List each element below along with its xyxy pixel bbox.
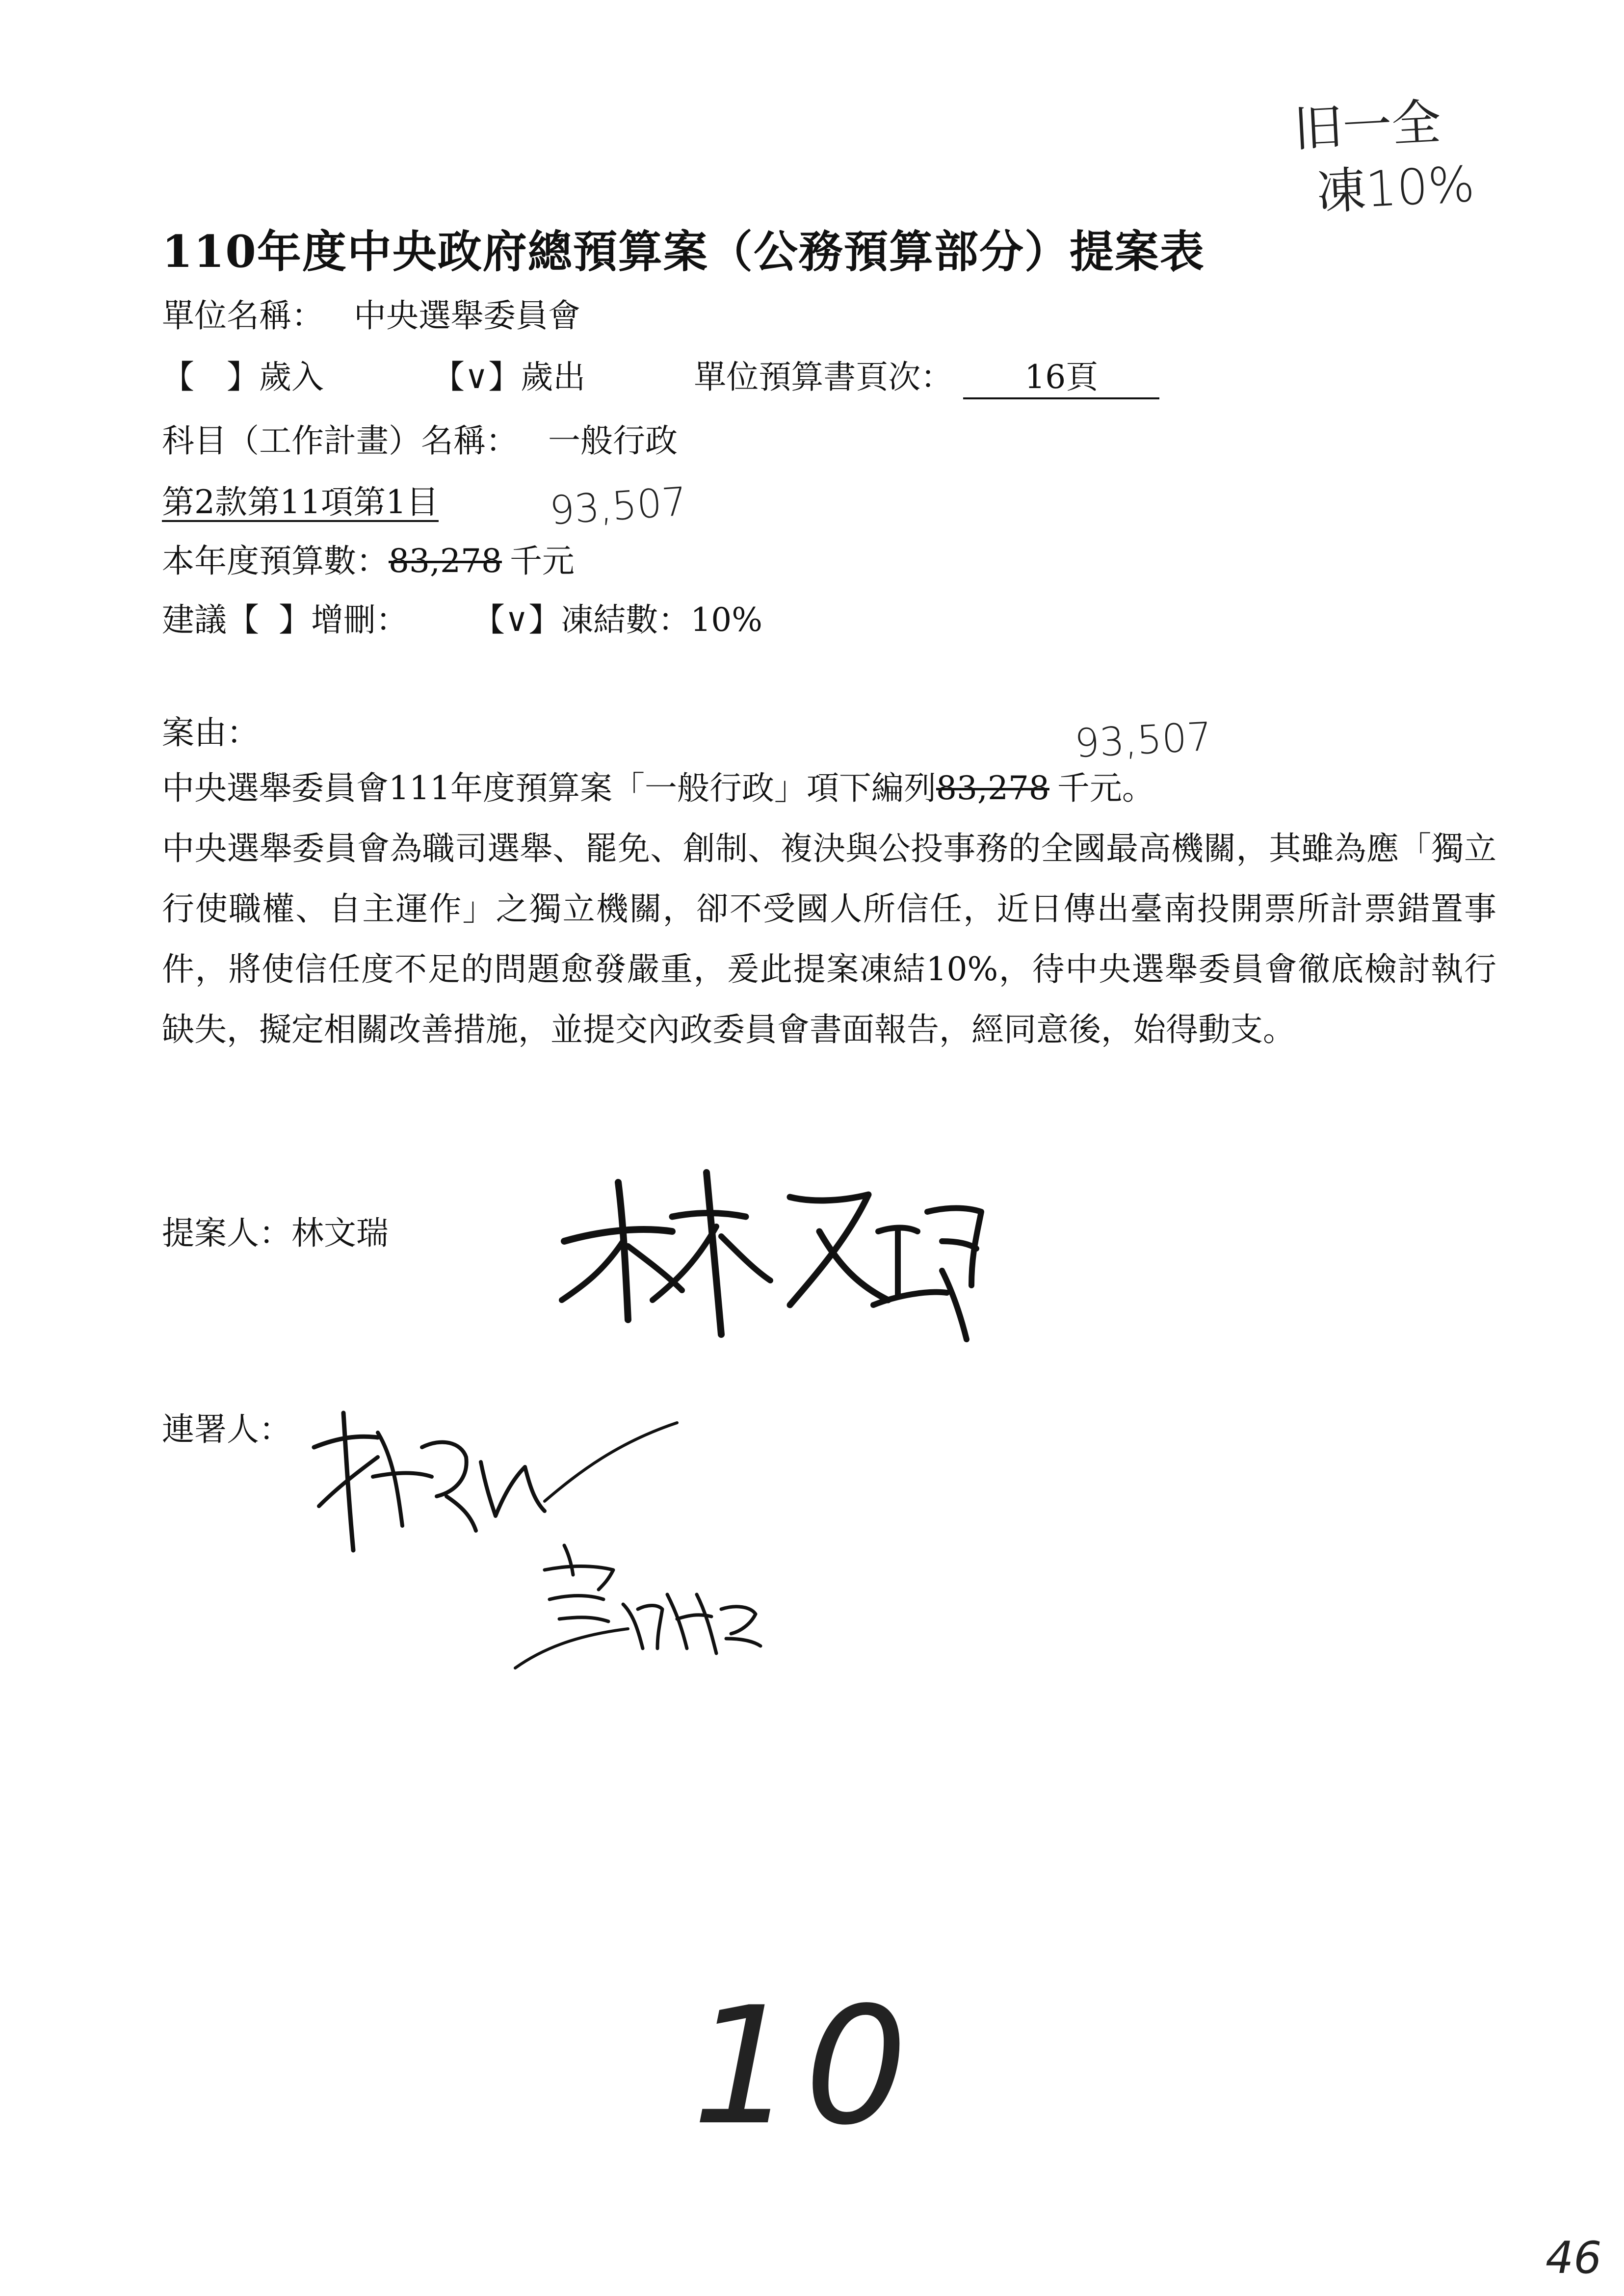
reason-label: 案由：	[162, 714, 259, 752]
budget-page-value: 16頁	[963, 351, 1159, 399]
revenue-expense-row	[162, 351, 1159, 399]
subject-label: 科目（工作計畫）名稱：	[162, 422, 518, 460]
annotation-line-2: 凍10%	[1315, 155, 1476, 221]
top-right-annotation	[1292, 89, 1476, 226]
handwritten-amount-1: 93,507	[548, 478, 688, 534]
unit-name-row	[162, 289, 580, 336]
freeze-checkbox-label: 【∨】凍結數：	[472, 601, 691, 639]
document-title: 110年度中央政府總預算案（公務預算部分）提案表	[162, 226, 1205, 278]
subject-value: 一般行政	[548, 422, 678, 460]
budget-page-label: 單位預算書頁次：	[694, 358, 953, 396]
proposer-label: 提案人：	[162, 1214, 291, 1252]
freeze-value: 10%	[690, 601, 762, 639]
reason-body	[162, 758, 1496, 1060]
expense-checkbox-label: 【∨】歲出	[432, 358, 586, 396]
budget-row	[162, 535, 575, 581]
proposal-row	[162, 594, 762, 640]
reason-line-1-unit: 千元。	[1057, 769, 1154, 807]
reason-line-1-struck-value: 83,278	[936, 769, 1049, 807]
reason-paragraph: 中央選舉委員會為職司選舉、罷免、創制、複決與公投事務的全國最高機關，其雖為應「獨立行使職權、自主運作」之獨立機關，卻不受國人所信任，近日傳出臺南投開票所計票錯置事件，將使信任度不足的問題愈發嚴重，爰此提案凍結10%，待中央選舉委員會徹底檢討執行缺失，擬定相關改善措施，並提交內政委員會書面報告，經同意後，始得動支。	[162, 830, 1496, 1048]
handwritten-number: 10	[692, 1972, 917, 2161]
item-code-row	[162, 476, 439, 522]
budget-unit: 千元	[509, 542, 575, 580]
reason-line-1-text: 中央選舉委員會111年度預算案「一般行政」項下編列	[162, 769, 936, 807]
proposal-prefix: 建議【	[162, 601, 259, 639]
subject-row	[162, 415, 678, 461]
proposal-mid: 】增刪：	[279, 601, 408, 639]
item-code: 第2款第11項第1目	[162, 483, 439, 521]
budget-label: 本年度預算數：	[162, 542, 389, 580]
reason-line-1	[162, 758, 1496, 818]
revenue-checkbox-label: 【 】歲入	[162, 358, 324, 396]
unit-name-label: 單位名稱：	[162, 297, 324, 335]
annotation-line-1: 旧一全	[1292, 93, 1442, 158]
cosigner-signature-2	[510, 1536, 765, 1673]
budget-value-struck: 83,278	[389, 542, 502, 580]
proposer-row	[162, 1207, 389, 1253]
page-number: 46	[1545, 2232, 1602, 2284]
unit-name-value: 中央選舉委員會	[353, 297, 580, 335]
cosigners-label: 連署人：	[162, 1410, 291, 1448]
proposer-signature	[554, 1158, 986, 1344]
proposer-name: 林文瑞	[291, 1214, 389, 1252]
handwritten-amount-2: 93,507	[1073, 713, 1213, 767]
